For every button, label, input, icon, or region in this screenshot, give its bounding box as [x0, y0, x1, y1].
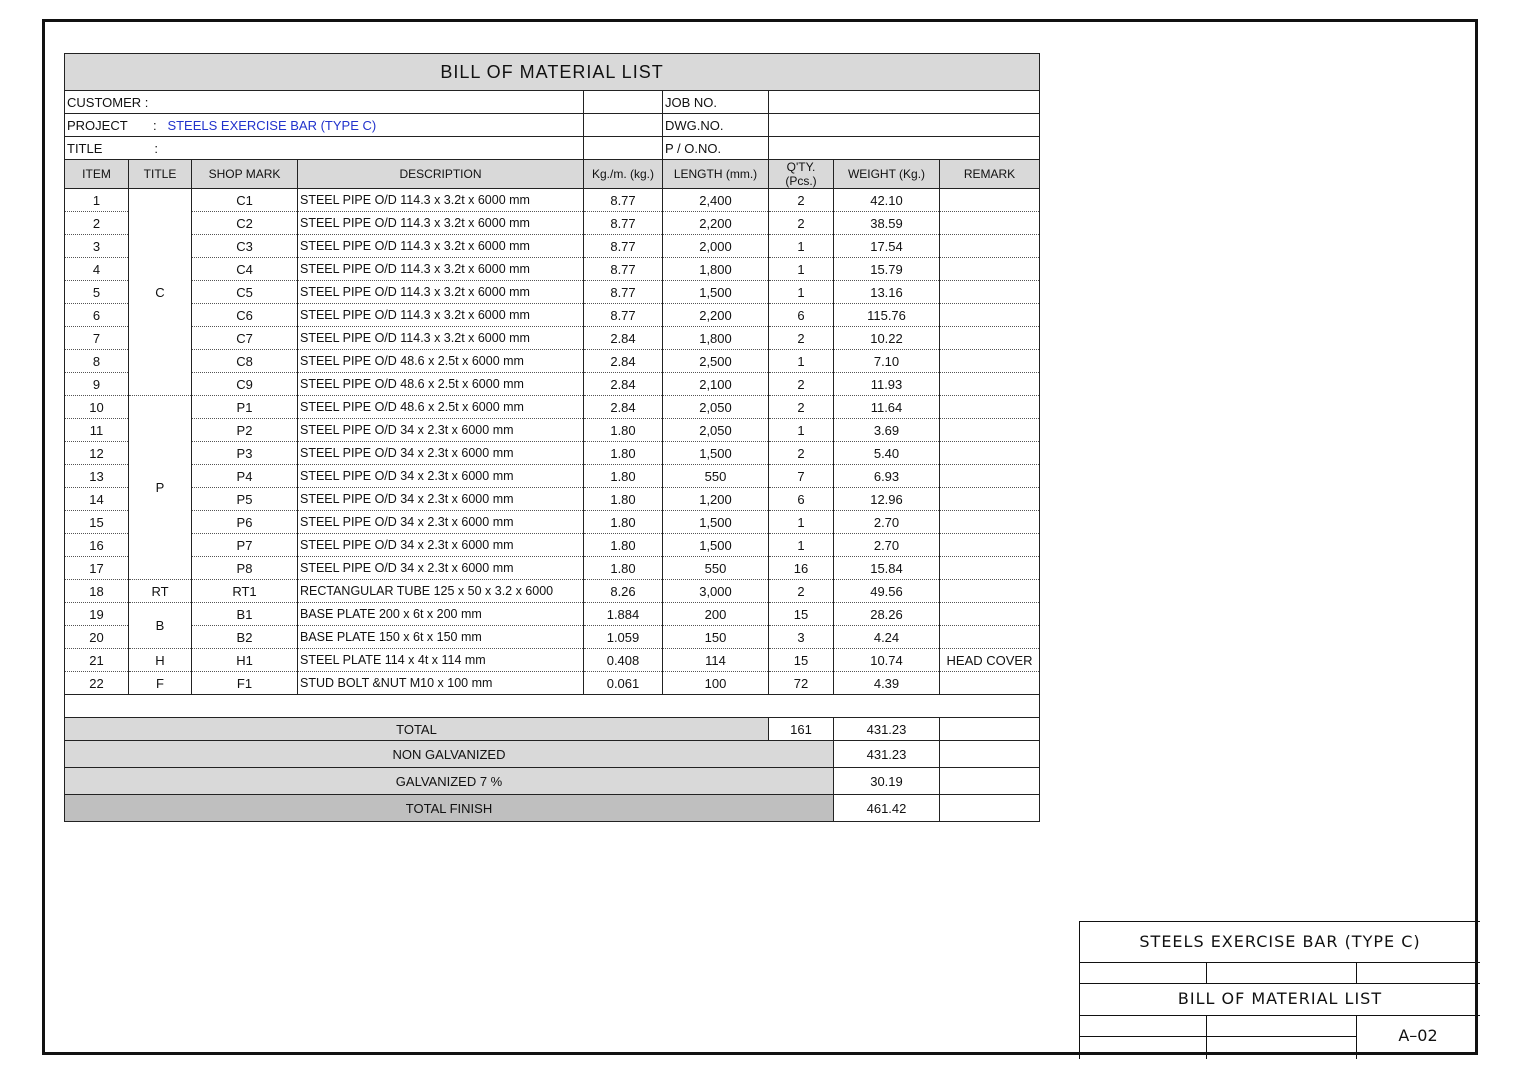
weight-cell: 2.70: [834, 511, 940, 534]
table-row: [65, 419, 1040, 442]
table-row: [65, 304, 1040, 327]
description-cell: BASE PLATE 200 x 6t x 200 mm: [298, 603, 584, 626]
length-cell: 200: [663, 603, 769, 626]
shop-mark-cell: H1: [192, 649, 298, 672]
tb-sheet-title: BILL OF MATERIAL LIST: [1177, 989, 1383, 1008]
remark-cell: [940, 281, 1040, 304]
table-row: [65, 649, 1040, 672]
description-cell: STEEL PIPE O/D 114.3 x 3.2t x 6000 mm: [298, 281, 584, 304]
total-weight: 431.23: [834, 718, 940, 741]
weight-cell: 6.93: [834, 465, 940, 488]
description-cell: BASE PLATE 150 x 6t x 150 mm: [298, 626, 584, 649]
tb-project: STEELS EXERCISE BAR (TYPE C): [1139, 932, 1421, 951]
remark-cell: [940, 212, 1040, 235]
shop-mark-cell: P8: [192, 557, 298, 580]
item-cell: 5: [65, 281, 129, 304]
table-row: [65, 212, 1040, 235]
remark-cell: [940, 442, 1040, 465]
description-cell: STEEL PIPE O/D 114.3 x 3.2t x 6000 mm: [298, 304, 584, 327]
length-cell: 550: [663, 465, 769, 488]
description-cell: STEEL PLATE 114 x 4t x 114 mm: [298, 649, 584, 672]
item-cell: 21: [65, 649, 129, 672]
job-no-label: JOB NO.: [663, 91, 769, 114]
weight-cell: 11.93: [834, 373, 940, 396]
project-sep: :: [152, 117, 157, 133]
table-title: BILL OF MATERIAL LIST: [65, 54, 1040, 91]
remark-cell: [940, 258, 1040, 281]
weight-cell: 15.84: [834, 557, 940, 580]
kgm-cell: 1.80: [584, 557, 663, 580]
remark-cell: [940, 580, 1040, 603]
col-title: TITLE: [129, 160, 192, 189]
length-cell: 114: [663, 649, 769, 672]
shop-mark-cell: C5: [192, 281, 298, 304]
description-cell: STEEL PIPE O/D 114.3 x 3.2t x 6000 mm: [298, 235, 584, 258]
kgm-cell: 1.059: [584, 626, 663, 649]
remark-cell: [940, 235, 1040, 258]
item-cell: 4: [65, 258, 129, 281]
item-cell: 13: [65, 465, 129, 488]
col-qty: Q'TY. (Pcs.): [769, 160, 834, 189]
table-row: [65, 189, 1040, 212]
col-weight: WEIGHT (Kg.): [834, 160, 940, 189]
dwg-no-label: DWG.NO.: [663, 114, 769, 137]
shop-mark-cell: C9: [192, 373, 298, 396]
qty-cell: 72: [769, 672, 834, 695]
weight-cell: 11.64: [834, 396, 940, 419]
qty-cell: 1: [769, 511, 834, 534]
group-title-cell: B: [129, 603, 192, 649]
item-cell: 1: [65, 189, 129, 212]
weight-cell: 28.26: [834, 603, 940, 626]
kgm-cell: 1.80: [584, 465, 663, 488]
group-title-cell: C: [129, 189, 192, 396]
remark-cell: [940, 419, 1040, 442]
weight-cell: 49.56: [834, 580, 940, 603]
table-row: [65, 327, 1040, 350]
item-cell: 19: [65, 603, 129, 626]
table-row: [65, 373, 1040, 396]
kgm-cell: 8.77: [584, 258, 663, 281]
weight-cell: 15.79: [834, 258, 940, 281]
length-cell: 2,200: [663, 304, 769, 327]
description-cell: STEEL PIPE O/D 114.3 x 3.2t x 6000 mm: [298, 327, 584, 350]
shop-mark-cell: P7: [192, 534, 298, 557]
shop-mark-cell: F1: [192, 672, 298, 695]
kgm-cell: 8.77: [584, 281, 663, 304]
weight-cell: 5.40: [834, 442, 940, 465]
galv-weight: 30.19: [834, 768, 940, 795]
project-cell: [65, 114, 584, 137]
item-cell: 11: [65, 419, 129, 442]
weight-cell: 42.10: [834, 189, 940, 212]
table-row: [65, 626, 1040, 649]
length-cell: 1,800: [663, 327, 769, 350]
item-cell: 15: [65, 511, 129, 534]
item-cell: 10: [65, 396, 129, 419]
galv-label: GALVANIZED 7 %: [65, 768, 834, 795]
qty-cell: 1: [769, 235, 834, 258]
po-no-label: P / O.NO.: [663, 137, 769, 160]
table-row: [65, 511, 1040, 534]
item-cell: 14: [65, 488, 129, 511]
weight-cell: 13.16: [834, 281, 940, 304]
qty-cell: 15: [769, 649, 834, 672]
length-cell: 1,500: [663, 511, 769, 534]
description-cell: STEEL PIPE O/D 34 x 2.3t x 6000 mm: [298, 442, 584, 465]
length-cell: 2,000: [663, 235, 769, 258]
item-cell: 3: [65, 235, 129, 258]
remark-cell: [940, 304, 1040, 327]
description-cell: STEEL PIPE O/D 48.6 x 2.5t x 6000 mm: [298, 373, 584, 396]
finish-label: TOTAL FINISH: [65, 795, 834, 822]
description-cell: STEEL PIPE O/D 34 x 2.3t x 6000 mm: [298, 419, 584, 442]
table-row: [65, 281, 1040, 304]
project-value: STEELS EXERCISE BAR (TYPE C): [167, 117, 377, 133]
length-cell: 1,500: [663, 534, 769, 557]
item-cell: 8: [65, 350, 129, 373]
table-row: [65, 557, 1040, 580]
table-row: [65, 258, 1040, 281]
weight-cell: 12.96: [834, 488, 940, 511]
item-cell: 20: [65, 626, 129, 649]
length-cell: 550: [663, 557, 769, 580]
item-cell: 9: [65, 373, 129, 396]
length-cell: 2,500: [663, 350, 769, 373]
weight-cell: 10.74: [834, 649, 940, 672]
weight-cell: 4.39: [834, 672, 940, 695]
weight-cell: 115.76: [834, 304, 940, 327]
shop-mark-cell: C1: [192, 189, 298, 212]
table-row: [65, 442, 1040, 465]
kgm-cell: 0.408: [584, 649, 663, 672]
qty-cell: 16: [769, 557, 834, 580]
shop-mark-cell: C4: [192, 258, 298, 281]
qty-cell: 1: [769, 281, 834, 304]
table-row: [65, 534, 1040, 557]
remark-cell: [940, 396, 1040, 419]
length-cell: 2,050: [663, 419, 769, 442]
remark-cell: [940, 350, 1040, 373]
col-length: LENGTH (mm.): [663, 160, 769, 189]
col-kgm: Kg./m. (kg.): [584, 160, 663, 189]
shop-mark-cell: P1: [192, 396, 298, 419]
qty-cell: 2: [769, 442, 834, 465]
kgm-cell: 1.80: [584, 442, 663, 465]
shop-mark-cell: P2: [192, 419, 298, 442]
description-cell: STEEL PIPE O/D 114.3 x 3.2t x 6000 mm: [298, 258, 584, 281]
weight-cell: 38.59: [834, 212, 940, 235]
item-cell: 6: [65, 304, 129, 327]
item-cell: 18: [65, 580, 129, 603]
length-cell: 2,200: [663, 212, 769, 235]
qty-cell: 2: [769, 212, 834, 235]
remark-cell: [940, 603, 1040, 626]
remark-cell: [940, 189, 1040, 212]
kgm-cell: 1.80: [584, 511, 663, 534]
item-cell: 2: [65, 212, 129, 235]
remark-cell: [940, 672, 1040, 695]
shop-mark-cell: C2: [192, 212, 298, 235]
kgm-cell: 2.84: [584, 350, 663, 373]
group-title-cell: RT: [129, 580, 192, 603]
title-cell: [65, 137, 584, 160]
item-cell: 12: [65, 442, 129, 465]
qty-cell: 1: [769, 258, 834, 281]
length-cell: 1,200: [663, 488, 769, 511]
remark-cell: [940, 373, 1040, 396]
qty-cell: 1: [769, 350, 834, 373]
description-cell: STEEL PIPE O/D 34 x 2.3t x 6000 mm: [298, 534, 584, 557]
length-cell: 100: [663, 672, 769, 695]
table-row: [65, 396, 1040, 419]
kgm-cell: 8.77: [584, 212, 663, 235]
shop-mark-cell: B2: [192, 626, 298, 649]
weight-cell: 3.69: [834, 419, 940, 442]
length-cell: 1,500: [663, 281, 769, 304]
total-label: TOTAL: [65, 718, 769, 741]
customer-label: CUSTOMER :: [65, 91, 584, 114]
qty-cell: 2: [769, 189, 834, 212]
kgm-cell: 0.061: [584, 672, 663, 695]
shop-mark-cell: P3: [192, 442, 298, 465]
remark-cell: [940, 465, 1040, 488]
group-title-cell: P: [129, 396, 192, 580]
shop-mark-cell: C8: [192, 350, 298, 373]
length-cell: 2,050: [663, 396, 769, 419]
shop-mark-cell: C3: [192, 235, 298, 258]
table-row: [65, 350, 1040, 373]
length-cell: 2,400: [663, 189, 769, 212]
kgm-cell: 8.77: [584, 235, 663, 258]
qty-cell: 2: [769, 327, 834, 350]
table-row: [65, 603, 1040, 626]
remark-cell: [940, 534, 1040, 557]
description-cell: STEEL PIPE O/D 34 x 2.3t x 6000 mm: [298, 511, 584, 534]
tb-sheet-no: A–02: [1398, 1026, 1438, 1045]
table-row: [65, 580, 1040, 603]
col-description: DESCRIPTION: [298, 160, 584, 189]
col-remark: REMARK: [940, 160, 1040, 189]
description-cell: STEEL PIPE O/D 34 x 2.3t x 6000 mm: [298, 557, 584, 580]
project-label: PROJECT: [67, 117, 128, 133]
title-label: TITLE: [67, 140, 103, 156]
bom-table: [64, 53, 1040, 822]
remark-cell: HEAD COVER: [940, 649, 1040, 672]
description-cell: RECTANGULAR TUBE 125 x 50 x 3.2 x 6000: [298, 580, 584, 603]
total-qty: 161: [769, 718, 834, 741]
description-cell: STEEL PIPE O/D 34 x 2.3t x 6000 mm: [298, 465, 584, 488]
weight-cell: 7.10: [834, 350, 940, 373]
qty-cell: 6: [769, 488, 834, 511]
weight-cell: 10.22: [834, 327, 940, 350]
length-cell: 3,000: [663, 580, 769, 603]
description-cell: STEEL PIPE O/D 48.6 x 2.5t x 6000 mm: [298, 350, 584, 373]
remark-cell: [940, 488, 1040, 511]
length-cell: 150: [663, 626, 769, 649]
finish-weight: 461.42: [834, 795, 940, 822]
weight-cell: 4.24: [834, 626, 940, 649]
item-cell: 17: [65, 557, 129, 580]
group-title-cell: F: [129, 672, 192, 695]
title-block: [1079, 921, 1480, 1059]
qty-cell: 2: [769, 373, 834, 396]
remark-cell: [940, 511, 1040, 534]
kgm-cell: 1.884: [584, 603, 663, 626]
description-cell: STEEL PIPE O/D 114.3 x 3.2t x 6000 mm: [298, 212, 584, 235]
qty-cell: 2: [769, 396, 834, 419]
remark-cell: [940, 327, 1040, 350]
group-title-cell: H: [129, 649, 192, 672]
kgm-cell: 8.26: [584, 580, 663, 603]
qty-cell: 7: [769, 465, 834, 488]
qty-cell: 1: [769, 419, 834, 442]
length-cell: 1,800: [663, 258, 769, 281]
description-cell: STUD BOLT &NUT M10 x 100 mm: [298, 672, 584, 695]
shop-mark-cell: C7: [192, 327, 298, 350]
qty-cell: 1: [769, 534, 834, 557]
table-row: [65, 488, 1040, 511]
qty-cell: 6: [769, 304, 834, 327]
shop-mark-cell: B1: [192, 603, 298, 626]
description-cell: STEEL PIPE O/D 114.3 x 3.2t x 6000 mm: [298, 189, 584, 212]
kgm-cell: 2.84: [584, 396, 663, 419]
kgm-cell: 1.80: [584, 419, 663, 442]
kgm-cell: 1.80: [584, 488, 663, 511]
weight-cell: 17.54: [834, 235, 940, 258]
col-item: ITEM: [65, 160, 129, 189]
qty-cell: 15: [769, 603, 834, 626]
shop-mark-cell: RT1: [192, 580, 298, 603]
shop-mark-cell: P6: [192, 511, 298, 534]
remark-cell: [940, 557, 1040, 580]
length-cell: 1,500: [663, 442, 769, 465]
table-row: [65, 465, 1040, 488]
length-cell: 2,100: [663, 373, 769, 396]
shop-mark-cell: P5: [192, 488, 298, 511]
qty-cell: 3: [769, 626, 834, 649]
kgm-cell: 2.84: [584, 373, 663, 396]
item-cell: 22: [65, 672, 129, 695]
kgm-cell: 1.80: [584, 534, 663, 557]
shop-mark-cell: C6: [192, 304, 298, 327]
non-galv-weight: 431.23: [834, 741, 940, 768]
kgm-cell: 8.77: [584, 189, 663, 212]
table-row: [65, 672, 1040, 695]
item-cell: 7: [65, 327, 129, 350]
title-sep: :: [154, 140, 159, 156]
description-cell: STEEL PIPE O/D 34 x 2.3t x 6000 mm: [298, 488, 584, 511]
kgm-cell: 8.77: [584, 304, 663, 327]
table-row: [65, 235, 1040, 258]
kgm-cell: 2.84: [584, 327, 663, 350]
non-galv-label: NON GALVANIZED: [65, 741, 834, 768]
weight-cell: 2.70: [834, 534, 940, 557]
shop-mark-cell: P4: [192, 465, 298, 488]
col-shop-mark: SHOP MARK: [192, 160, 298, 189]
remark-cell: [940, 626, 1040, 649]
qty-cell: 2: [769, 580, 834, 603]
description-cell: STEEL PIPE O/D 48.6 x 2.5t x 6000 mm: [298, 396, 584, 419]
item-cell: 16: [65, 534, 129, 557]
